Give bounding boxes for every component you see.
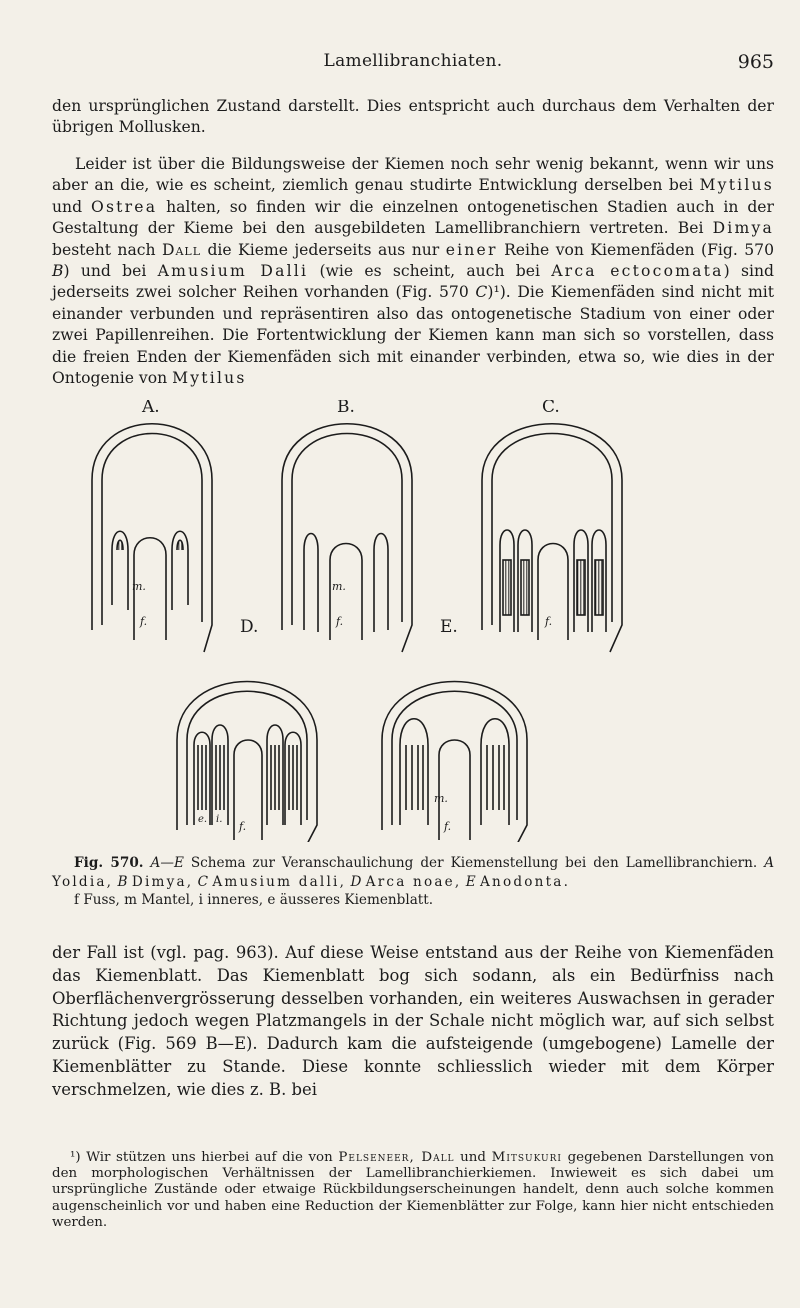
emphasis-einer: einer <box>445 240 498 259</box>
label-e-d: e. <box>198 814 208 825</box>
diagram-b <box>282 424 412 652</box>
caption-d: D <box>350 873 362 890</box>
text-run: Reihe von Kiemenfäden (Fig. 570 <box>504 240 774 259</box>
taxon-ostrea: Ostrea <box>90 197 158 216</box>
text-run: halten, so finden wir die einzelnen ontogenetischen Stadien auch in der Gestaltung der Kieme bei den ausgebildeten Lamellibranchiern vertreten. Bei <box>52 197 774 238</box>
text-run: und <box>52 197 83 216</box>
label-d: D. <box>240 617 259 637</box>
footnote-author-3: Mitsukuri <box>491 1150 562 1165</box>
label-m-e: m. <box>434 792 448 805</box>
diagram-e <box>382 682 527 843</box>
page-header <box>52 51 774 77</box>
caption-c: C <box>197 873 209 890</box>
footnote-marker: ¹) <box>70 1150 81 1165</box>
text-run: Wir stützen uns hierbei auf die von <box>86 1150 333 1165</box>
label-i-d: i. <box>216 814 223 825</box>
caption-anodonta: Anodonta. <box>480 873 571 890</box>
label-f-c: f. <box>545 615 553 628</box>
caption-e: E <box>465 873 476 890</box>
footnote-authors: Pelseneer, Dall <box>338 1150 455 1165</box>
paragraph-1: den ursprünglichen Zustand darstellt. Dies entspricht auch durchaus dem Verhalten der übrigen Mollusken. <box>52 97 774 137</box>
fig-ref-c: C <box>475 283 488 302</box>
label-e: E. <box>440 617 458 637</box>
caption-main <box>52 854 774 891</box>
running-title: Lamellibranchiaten. <box>323 51 503 71</box>
caption-dimya: Dimya, <box>131 873 194 890</box>
label-m-b: m. <box>332 580 346 593</box>
text-run: (wie es scheint, auch bei <box>319 262 540 281</box>
caption-b: B <box>117 873 128 890</box>
caption-a: A <box>764 855 775 871</box>
label-f-a: f. <box>140 615 148 628</box>
label-c: C. <box>542 400 560 417</box>
caption-label: Fig. 570. <box>74 855 144 871</box>
taxon-mytilus-2: Mytilus <box>172 369 247 388</box>
caption-amusium: Amusium dalli, <box>212 873 347 890</box>
text-run: Leider ist über die Bildungsweise der Kiemen noch sehr wenig bekannt, wenn wir uns aber an die, wie es scheint, ziemlich genau studirte Entwicklung derselben bei <box>52 155 774 195</box>
caption-text: Schema zur Veranschaulichung der Kiemenstellung bei den Lamellibranchiern. <box>190 855 758 871</box>
label-b: B. <box>337 400 355 417</box>
text-run: die Kieme jederseits aus nur <box>207 240 440 259</box>
taxon-dimya: Dimya <box>712 219 774 238</box>
text-run: besteht nach <box>52 240 156 259</box>
label-f-e: f. <box>444 820 452 833</box>
label-a: A. <box>142 400 160 417</box>
fig-ref-b: B <box>52 262 64 281</box>
label-f-b: f. <box>336 615 344 628</box>
text-run: und <box>460 1150 486 1165</box>
caption-range: A—E <box>150 855 184 871</box>
paragraph-2 <box>52 154 774 389</box>
label-m-a: m. <box>132 580 146 593</box>
author-dall: Dall <box>161 240 202 259</box>
caption-arca: Arca noae, <box>365 873 462 890</box>
text-run: )¹). Die Kiemenfäden sind nicht mit einander verbunden und repräsentiren also das ontogenetische Stadium von einer oder zwei Papillenreihen. Die Fortentwicklung der Kiemen kann man sich so vorstellen, dass die freien Enden der Kiemenfäden sich mit einander verbinden, etwa so, wie dies in der Ontogenie von <box>52 283 774 388</box>
diagram-a <box>92 424 212 652</box>
paragraph-3: der Fall ist (vgl. pag. 963). Auf diese Weise entstand aus der Reihe von Kiemenfäden das Kiemenblatt. Das Kiemenblatt bog sich sodann, als ein Bedürfniss nach Oberflächenvergrösserung desselben vorhanden, ein weiteres Auswachsen in gerader Richtung jedoch wegen Platzmangels in der Schale nicht möglich war, auf sich selbst zurück (Fig. 569 B—E). Dadurch kam die aufsteigende (umgebogene) Lamelle der Kiemenblätter zu Stande. Diese konnte schliesslich wieder mit dem Körper verschmelzen, wie dies z. B. bei <box>52 943 774 1099</box>
label-f-d: f. <box>239 820 247 833</box>
text-run: ) und bei <box>63 262 147 281</box>
taxon-mytilus: Mytilus <box>699 176 774 195</box>
caption-yoldia: Yoldia, <box>52 873 114 890</box>
caption-legend: f Fuss, m Mantel, i inneres, e äusseres Kiemenblatt. <box>74 892 434 908</box>
footnote <box>52 1150 774 1231</box>
text-run: gegebenen Darstellungen von den morphologischen Verhältnissen der Lamellibranchierkiemen. Inwieweit es sich dabei um ursprüngliche Zustände oder etwaige Rückbildungserscheinungen handelt, denn auch solche kommen augenscheinlich vor und haben eine Reduction der Kiemenblätter zur Folge, kann hier nicht entschieden werden. <box>52 1150 774 1230</box>
figure-caption <box>52 854 774 910</box>
page-number: 965 <box>737 51 774 73</box>
taxon-arca: Arca ectocomata <box>551 262 724 281</box>
text-run: ) sind jederseits zwei solcher Reihen vorhanden (Fig. 570 <box>52 262 774 302</box>
taxon-amusium: Amusium Dalli <box>157 262 309 281</box>
figure-570 <box>82 400 742 842</box>
